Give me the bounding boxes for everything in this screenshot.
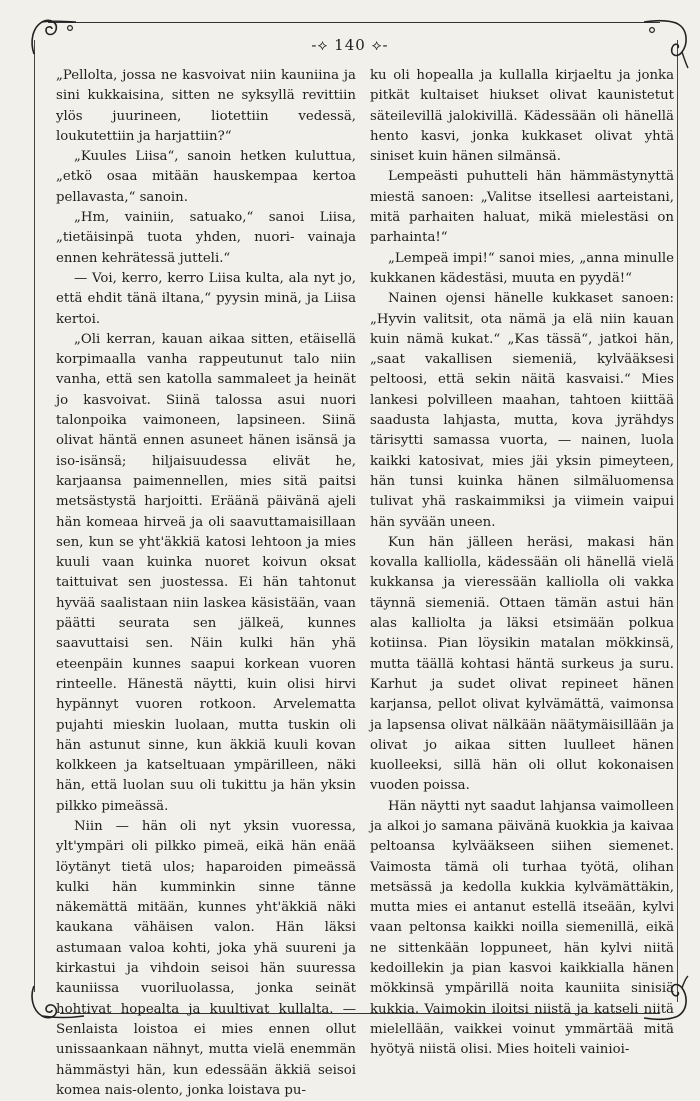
right-text-column (370, 66, 674, 1061)
page-header (0, 36, 700, 54)
paragraph: Nainen ojensi hänelle kukkaset sanoen: „Hyvin valitsit, ota nämä ja elä niin kauan kuin nämä kukat.“ „Kas tässä“, jatkoi hän, „saat vakallisen siemeniä, kylvääksesi peltoosi, että sekin näitä kasvaisi.“ Mies lankesi polvilleen maahan, tahtoen kiittää saadusta lahjasta, mutta, kova jyrähdys tärisytti samassa vuorta, — nainen, luola kaikki katosivat, mies jäi yksin pimeyteen, hän tunsi kuinka hänen silmäluomensa tulivat yhä raskaimmiksi ja viimein vaipui hän syvään uneen. (370, 291, 674, 530)
paragraph: „Hm, vainiin, satuako,“ sanoi Liisa, „tietäisinpä tuota yhden, nuori- vainaja ennen kehrätessä jutteli.“ (56, 210, 356, 266)
header-ornament-left: -⟡ (311, 36, 329, 54)
frame-top-line (48, 22, 660, 23)
paragraph: Hän näytti nyt saadut lahjansa vaimolleen ja alkoi jo samana päivänä kuokkia ja kaivaa peltoansa kylvääkseen siihen siemenet. Vaimosta tämä oli turhaa työtä, olihan metsässä ja kedolla kukkia kylvämättäkin, mutta mies ei antanut estellä itseään, kylvi vaan peltonsa kaikki noilla siemenillä, eikä ne sittenkään loppuneet, hän kylvi niitä kedoillekin ja pian kasvoi kaikkialla hänen mökkinsä ympärillä noita kauniita sinisiä kukkia. Vaimokin iloitsi niistä ja katseli niitä mielellään, vaikkei voinut ymmärtää mitä hyötyä niistä olisi. Mies hoiteli vainioi- (370, 798, 674, 1058)
header-ornament-right: ⟡- (371, 36, 389, 54)
frame-left-line (34, 40, 35, 992)
paragraph: — Voi, kerro, kerro Liisa kulta, ala nyt jo, että ehdit tänä iltana,“ pyysin minä, ja Liisa kertoi. (56, 270, 356, 327)
paragraph: „Oli kerran, kauan aikaa sitten, etäisellä korpimaalla vanha rappeutunut talo niin vanha, että sen katolla sammaleet ja heinät jo kasvoivat. Siinä talossa asui nuori talonpoika vaimoneen, lapsineen. Siinä olivat häntä ennen asuneet hänen isänsä ja iso-isänsä; hiljaisuudessa elivät he, karjaansa paimennellen, mies sitä paitsi metsästystä harjoitti. Eräänä päivänä ajeli hän komeaa hirveä ja oli saavuttamaisillaan sen, kun se yht'äkkiä katosi lehtoon ja mies kuuli vaan kuinka nuoret koivun oksat taittuivat sen juostessa. Ei hän tahtonut hyvää saalistaan niin laskea käsistään, vaan päätti seurata sen jälkeä, kunnes saavuttaisi sen. Näin kulki hän yhä eteenpäin kunnes saapui korkean vuoren rinteelle. Hänestä näytti, kuin olisi hirvi hypännyt vuoren rotkoon. Arvelematta pujahti mieskin luolaan, mutta tuskin oli hän astunut sinne, kun äkkiä kuuli kovan kolkkeen ja katseltuaan ympärilleen, näki hän, että luolan suu oli tukittu ja hän yksin pilkko pimeässä. (56, 331, 356, 814)
left-text-column (56, 66, 356, 1101)
page-number: 140 (334, 36, 366, 54)
paragraph: Niin — hän oli nyt yksin vuoressa, ylt'ympäri oli pilkko pimeä, eikä hän enää löytänyt tietä ulos; haparoiden pimeässä kulki hän kumminkin sinne tänne näkemättä mitään, kunnes yht'äkkiä näki kaukana vähäisen valon. Hän läksi astumaan valoa kohti, joka yhä suureni ja kirkastui ja vihdoin seisoi hän suuressa kauniissa vuoriluolassa, jonka seinät hohtivat hopealta ja kuultivat kullalta. — Senlaista loistoa ei mies ennen ollut unissaankaan nähnyt, mutta vielä enemmän hämmästyi hän, kun edessään äkkiä seisoi komea nais-olento, jonka loistava pu- (56, 818, 356, 1098)
frame-right-line (677, 40, 678, 1002)
paragraph: ku oli hopealla ja kullalla kirjaeltu ja jonka pitkät kultaiset hiukset olivat kaunistetut säteilevillä jalokivillä. Kädessään oli hänellä hento kasvi, jonka kukkaset olivat yhtä siniset kuin hänen silmänsä. (370, 68, 674, 165)
paragraph: Lempeästi puhutteli hän hämmästynyttä miestä sanoen: „Valitse itsellesi aarteistani, mitä parhaiten haluat, mikä mielestäsi on parhainta!“ (370, 169, 674, 246)
paragraph: „Kuules Liisa“, sanoin hetken kuluttua, „etkö osaa mitään hauskempaa kertoa pellavasta,“ sanoin. (56, 149, 356, 205)
paragraph: „Pellolta, jossa ne kasvoivat niin kauniina ja sini kukkaisina, sitten ne syksyllä revittiin ylös juurineen, liotettiin vedessä, loukutettiin ja harjattiin?“ (56, 68, 356, 144)
paragraph: „Lempeä impi!“ sanoi mies, „anna minulle kukkanen kädestäsi, muuta en pyydä!“ (370, 250, 674, 286)
paragraph: Kun hän jälleen heräsi, makasi hän kovalla kalliolla, kädessään oli hänellä vielä kukkansa ja vieressään kalliolla oli vakka täynnä siemeniä. Ottaen tämän astui hän alas kalliolta ja läksi etsimään polkua kotiinsa. Pian löysikin matalan mökkinsä, mutta täällä kohtasi häntä surkeus ja suru. Karhut ja sudet olivat repineet hänen karjansa, pellot olivat kylvämättä, vaimonsa ja lapsensa olivat nälkään näätymäisillään ja olivat jo aikaa sitten luulleet hänen kuolleeksi, sillä hän oli ollut kokonaisen vuoden poissa. (370, 534, 674, 794)
